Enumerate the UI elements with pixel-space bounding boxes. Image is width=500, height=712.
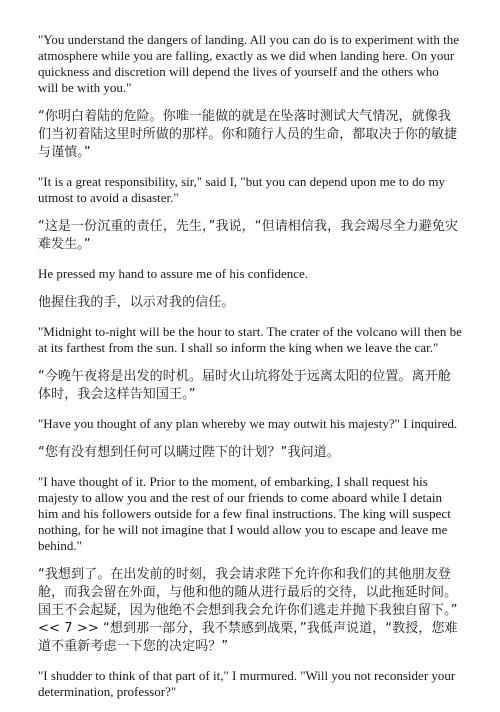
paragraph-zh-6: “我想到了。在出发前的时刻，我会请求陛下允许你和我们的其他朋友登舱，而我会留在外面，与他和他的随从进行最后的交待，以此拖延时间。国王不会起疑，因为他绝不会想到我会允许你们逃走并抛下我独自留下。” << 7 >> “想到那一部分，我不禁感到战栗，”我低声说道，“教授，您难道不重新考虑一下您的决定吗？” bbox=[38, 567, 458, 654]
paragraph-zh-3: 他握住我的手，以示对我的信任。 bbox=[38, 295, 235, 310]
paragraph-zh-5: “您有没有想到任何可以瞒过陛下的计划？”我问道。 bbox=[38, 445, 340, 460]
paragraph-en-5: "Have you thought of any plan whereby we may outwit his majesty?" I inquired. bbox=[38, 416, 458, 431]
paragraph-en-4: "Midnight to-night will be the hour to start. The crater of the volcano will then be at its farthest from the sun. I shall so inform the king when we leave the car." bbox=[38, 324, 462, 355]
paragraph-zh-2: “这是一份沉重的责任，先生，”我说，“但请相信我，我会竭尽全力避免灾难发生。” bbox=[38, 219, 459, 252]
paragraph-en-3: He pressed my hand to assure me of his confidence. bbox=[38, 266, 309, 281]
paragraph-en-7: "I shudder to think of that part of it," I murmured. "Will you not reconsider your determination, professor?" bbox=[38, 668, 456, 699]
paragraph-zh-1: “你明白着陆的危险。你唯一能做的就是在坠落时测试大气情况，就像我们当初着陆这里时所做的那样。你和随行人员的生命，都取决于你的敏捷与谨慎。” bbox=[38, 109, 458, 160]
document-page bbox=[38, 32, 462, 712]
paragraph-en-6: "I have thought of it. Prior to the moment, of embarking, I shall request his majesty to allow you and the rest of our friends to come aboard while I detain him and his followers outside for a few final instructions. The king will suspect nothing, for he will not imagine that I would allow you to escape and leave me behind." bbox=[38, 474, 451, 553]
paragraph-en-2: "It is a great responsibility, sir," said I, "but you can depend upon me to do my utmost to avoid a disaster." bbox=[38, 174, 446, 205]
paragraph-zh-4: “今晚午夜将是出发的时机。届时火山坑将处于远离太阳的位置。离开舱体时，我会这样告知国王。” bbox=[38, 369, 451, 402]
paragraph-en-1: "You understand the dangers of landing. All you can do is to experiment with the atmosphere while you are falling, exactly as we did when landing here. On your quickness and discretion will depend the lives of yourself and the others who will be with you." bbox=[38, 32, 460, 95]
